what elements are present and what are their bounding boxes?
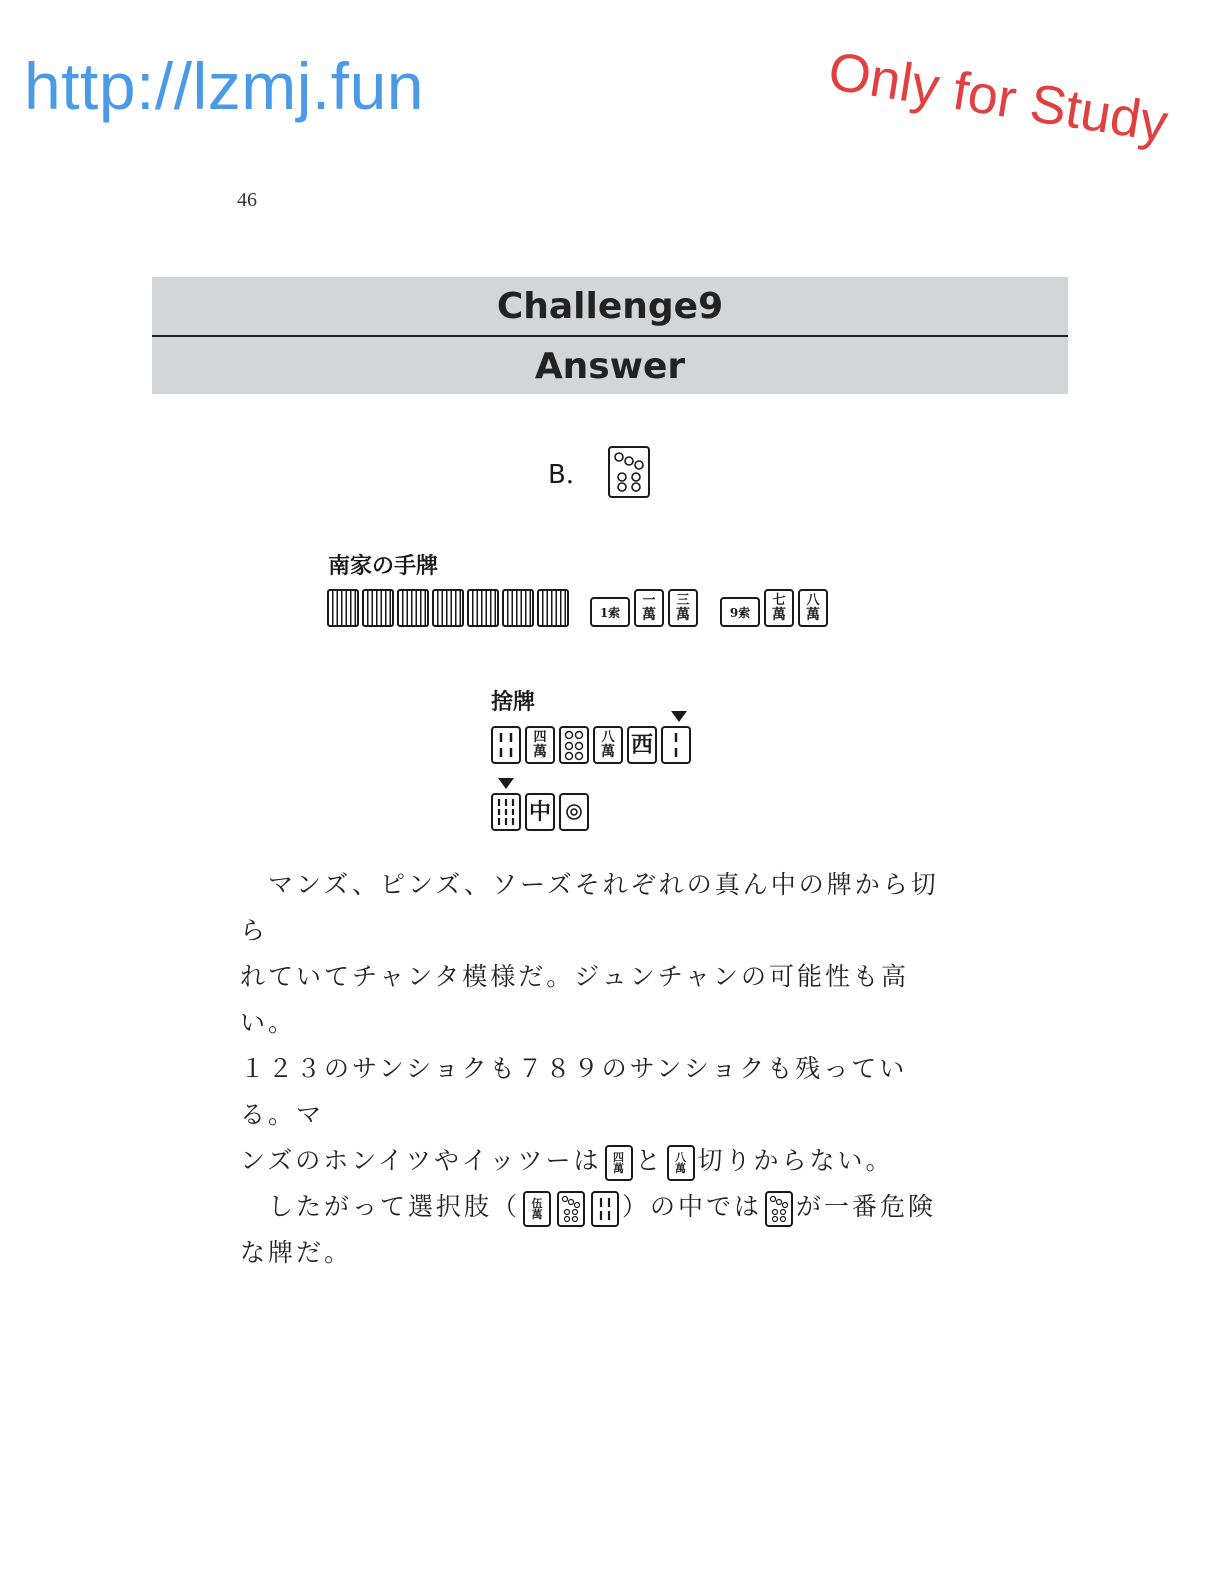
tile-text: 八 [601,730,615,745]
discard-row-1 [491,726,695,764]
one-sou-sideways-tile-icon [590,597,630,627]
tile-back-icon [537,589,569,627]
tile-text: 1索 [599,605,621,620]
tile-back-icon [432,589,464,627]
tile-back-icon [362,589,394,627]
answer-letter: B． [548,459,592,490]
body-fragment: ）の中では [622,1192,763,1221]
tile-text: 萬 [642,607,656,623]
tile-text: 萬 [772,607,786,623]
body-line: れていてチャンタ模様だ。ジュンチャンの可能性も高い。 [240,962,910,1037]
tile-text: 七 [772,593,786,608]
one-pin-tile-icon [559,793,589,831]
body-fragment: ンズのホンイツやイッツーは [240,1146,602,1175]
seven-pin-tile-icon [765,1191,793,1227]
eight-man-tile-icon [798,589,828,627]
west-wind-tile-icon [627,726,657,764]
one-man-tile-icon [634,589,664,627]
title-banner [152,277,1068,394]
four-man-tile-icon [525,726,555,764]
body-fragment: したがって選択肢（ [240,1192,521,1221]
eight-man-tile-icon [667,1145,695,1181]
nine-sou-tile-icon [491,793,521,831]
banner-subtitle: Answer [534,345,686,387]
tile-text: 八 [675,1150,687,1164]
tile-text: 萬 [613,1161,625,1175]
riichi-marker-icon [671,711,687,722]
four-sou-tile-icon [491,726,521,764]
red-dragon-tile-icon [525,793,555,831]
tile-text: 西 [630,732,653,758]
nine-sou-sideways-tile-icon [720,597,760,627]
body-line: １２３のサンショクも７８９のサンショクも残っている。マ [240,1054,908,1129]
body-line: マンズ、ピンズ、ソーズそれぞれの真ん中の牌から切ら [240,870,939,945]
tile-text: 四 [613,1150,625,1164]
body-fragment: 切りからない。 [697,1146,894,1175]
discards-label: 捨牌 [491,690,536,715]
answer-line [548,446,654,498]
six-pin-tile-icon [559,726,589,764]
tile-back-icon [397,589,429,627]
body-line [240,1184,960,1230]
seven-pin-tile-icon [608,446,650,498]
tile-text: 四 [533,730,547,745]
body-line [240,1138,960,1184]
watermark-study: Only for Study [824,40,1172,154]
explanation-text [240,862,960,1276]
watermark-url: http://lzmj.fun [24,49,424,123]
banner-title: Challenge9 [496,285,724,327]
four-man-tile-icon [605,1145,633,1181]
tile-text: 萬 [531,1207,543,1221]
two-sou-tile-icon [661,726,691,764]
riichi-marker-icon [498,778,514,789]
seven-man-tile-icon [764,589,794,627]
tile-text: 萬 [601,744,615,760]
tile-text: 三 [676,593,690,608]
four-sou-tile-icon [591,1191,619,1227]
tile-text: 伍 [531,1196,543,1210]
eight-man-tile-icon [593,726,623,764]
tile-text: 萬 [806,607,820,623]
tile-text: 一 [642,593,656,608]
hand-tiles [327,589,832,627]
tile-text: 八 [806,593,820,608]
hand-label: 南家の手牌 [328,554,439,579]
tile-back-icon [467,589,499,627]
body-fragment: と [635,1146,664,1175]
tile-text: 萬 [676,607,690,623]
tile-text: 9索 [729,605,751,620]
tile-text: 萬 [533,744,547,760]
tile-text: 萬 [675,1161,687,1175]
body-fragment: が一番危険 [796,1192,937,1221]
discard-row-2 [491,793,593,831]
five-man-tile-icon [523,1191,551,1227]
tile-text: 中 [528,799,551,825]
seven-pin-tile-icon [557,1191,585,1227]
tile-back-icon [327,589,359,627]
page-number: 46 [237,189,257,211]
three-man-tile-icon [668,589,698,627]
tile-back-icon [502,589,534,627]
body-line: な牌だ。 [240,1238,353,1267]
